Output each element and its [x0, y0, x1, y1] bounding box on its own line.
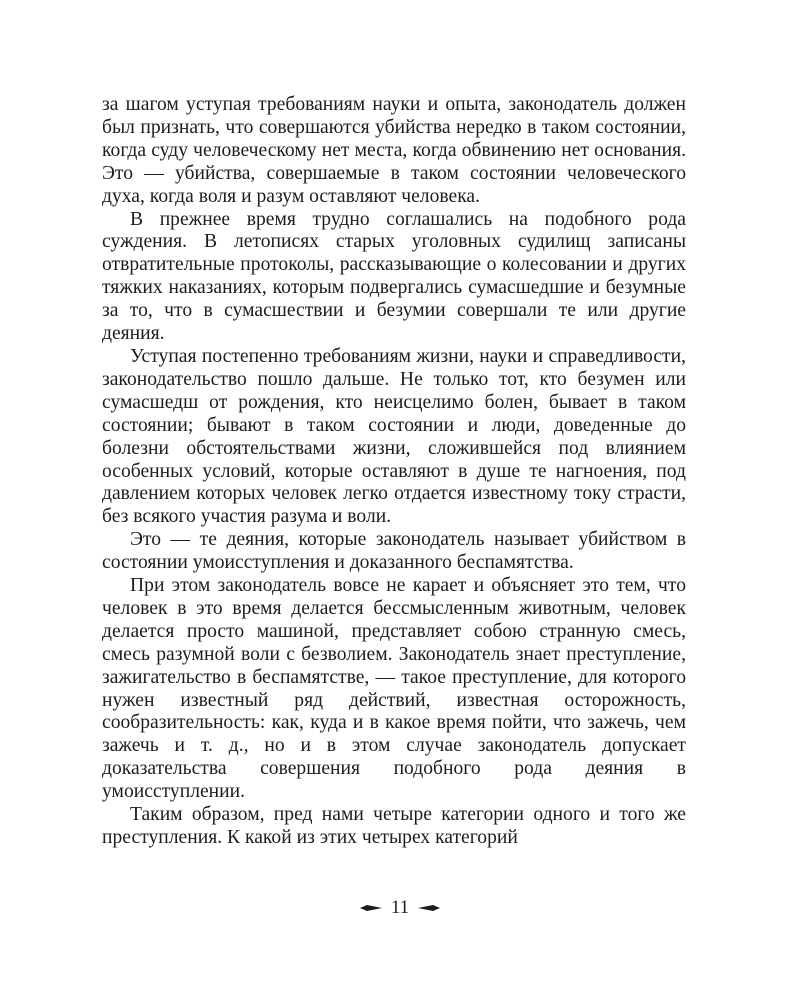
paragraph-5: При этом законодатель вовсе не карает и объясняет это тем, что человек в это время делается бессмысленным животным, человек делается просто машиной, представляет собою странную смесь, смесь разумной воли с безволием. Законодатель знает преступление, зажигательство в беспамятстве, — такое преступление, для которого нужен известный ряд действий, известная осторожность, сообразительность: как, куда и в какое время пойти, что зажечь, чем зажечь и т. д., но и в этом случае законодатель допускает доказательства совершения подобного рода деяния в умоисступлении.: [102, 575, 686, 803]
paragraph-4: Это — те деяния, которые законодатель называет убийством в состоянии умоисступления и доказанного беспамятства.: [102, 529, 686, 574]
page-number: 11: [390, 896, 410, 918]
ornament-left-icon: [358, 902, 384, 914]
paragraph-2: В прежнее время трудно соглашались на подобного рода суждения. В летописях старых уголовных судилищ записаны отвратительные протоколы, рассказывающие о колесовании и других тяжких наказаниях, которым подвергались сумасшедшие и безумные за то, что в сумасшествии и безумии совершали те или другие деяния.: [102, 208, 686, 345]
ornament-right-icon: [416, 902, 442, 914]
paragraph-1: за шагом уступая требованиям науки и опыта, законодатель должен был признать, что совершаются убийства нередко в таком состоянии, когда суду человеческому нет места, когда обвинению нет основания. Это — убийства, совершаемые в таком состоянии человеческого духа, когда воля и разум оставляют человека.: [102, 94, 686, 207]
paragraph-3: Уступая постепенно требованиям жизни, науки и справедливости, законодательство пошло дальше. Не только тот, кто безумен или сумасшедш от рождения, кто неисцелимо болен, бывает в таком состоянии; бывают в таком состоянии и люди, доведенные до болезни обстоятельствами жизни, сложившейся под влиянием особенных условий, которые оставляют в душе те нагноения, под давлением которых человек легко отдается известному току страсти, без всякого участия разума и воли.: [102, 345, 686, 528]
body-text: [102, 94, 686, 850]
paragraph-6: Таким образом, пред нами четыре категории одного и того же преступления. К какой из этих четырех категорий: [102, 804, 686, 848]
page-footer: [0, 896, 800, 919]
